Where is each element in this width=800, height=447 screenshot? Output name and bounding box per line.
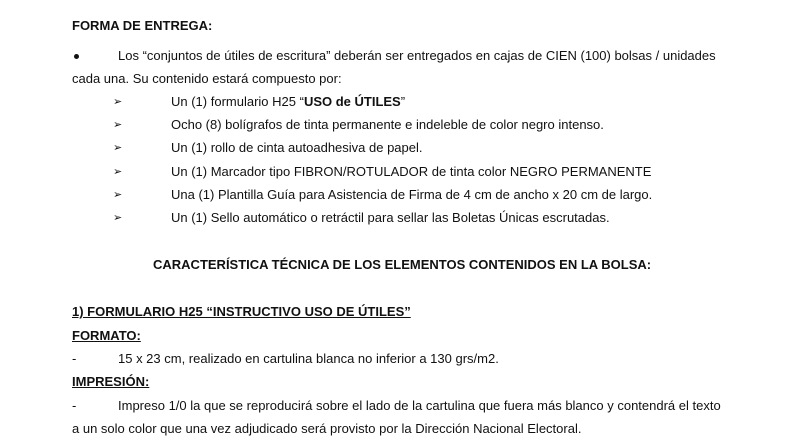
list-item-bold-text: USO de ÚTILES bbox=[303, 94, 401, 109]
intro-line-1: Los “conjuntos de útiles de escritura” deberán ser entregados en cajas de CIEN (100) bolsas / unidades bbox=[118, 48, 716, 63]
list-item: Un (1) Marcador tipo FIBRON/ROTULADOR de tinta color NEGRO PERMANENTE bbox=[171, 164, 652, 179]
impresion-heading: IMPRESIÓN: bbox=[72, 374, 150, 389]
dash-bullet: - bbox=[72, 351, 77, 366]
arrow-bullet-icon: ➢ bbox=[113, 119, 123, 131]
formato-text: 15 x 23 cm, realizado en cartulina blanca no inferior a 130 grs/m2. bbox=[118, 351, 499, 366]
impresion-line-2: a un solo color que una vez adjudicado será provisto por la Dirección Nacional Electoral. bbox=[72, 421, 582, 436]
arrow-bullet-icon: ➢ bbox=[113, 189, 123, 201]
list-item: Ocho (8) bolígrafos de tinta permanente e indeleble de color negro intenso. bbox=[171, 117, 604, 132]
intro-line-2: cada una. Su contenido estará compuesto por: bbox=[72, 71, 342, 86]
list-item: Un (1) rollo de cinta autoadhesiva de papel. bbox=[171, 140, 423, 155]
arrow-bullet-icon: ➢ bbox=[113, 166, 123, 178]
list-item bbox=[171, 94, 405, 110]
list-item: Una (1) Plantilla Guía para Asistencia de Firma de 4 cm de ancho x 20 cm de largo. bbox=[171, 187, 653, 202]
arrow-bullet-icon: ➢ bbox=[113, 96, 123, 108]
arrow-bullet-icon: ➢ bbox=[113, 212, 123, 224]
arrow-bullet-icon: ➢ bbox=[113, 142, 123, 154]
section-title: FORMA DE ENTREGA: bbox=[72, 18, 213, 33]
list-item-tail: ” bbox=[400, 94, 406, 109]
impresion-line-1: Impreso 1/0 la que se reproducirá sobre el lado de la cartulina que fuera más blanco y contendrá el texto bbox=[118, 398, 721, 413]
formato-heading: FORMATO: bbox=[72, 328, 141, 343]
list-item: Un (1) Sello automático o retráctil para sellar las Boletas Únicas escrutadas. bbox=[171, 210, 610, 225]
dash-bullet: - bbox=[72, 398, 77, 413]
form-heading: 1) FORMULARIO H25 “INSTRUCTIVO USO DE ÚTILES” bbox=[72, 304, 411, 319]
bullet-dot bbox=[74, 54, 79, 59]
characteristics-title: CARACTERÍSTICA TÉCNICA DE LOS ELEMENTOS CONTENIDOS EN LA BOLSA: bbox=[153, 257, 652, 272]
list-item-text: Un (1) formulario H25 “ bbox=[171, 94, 304, 109]
